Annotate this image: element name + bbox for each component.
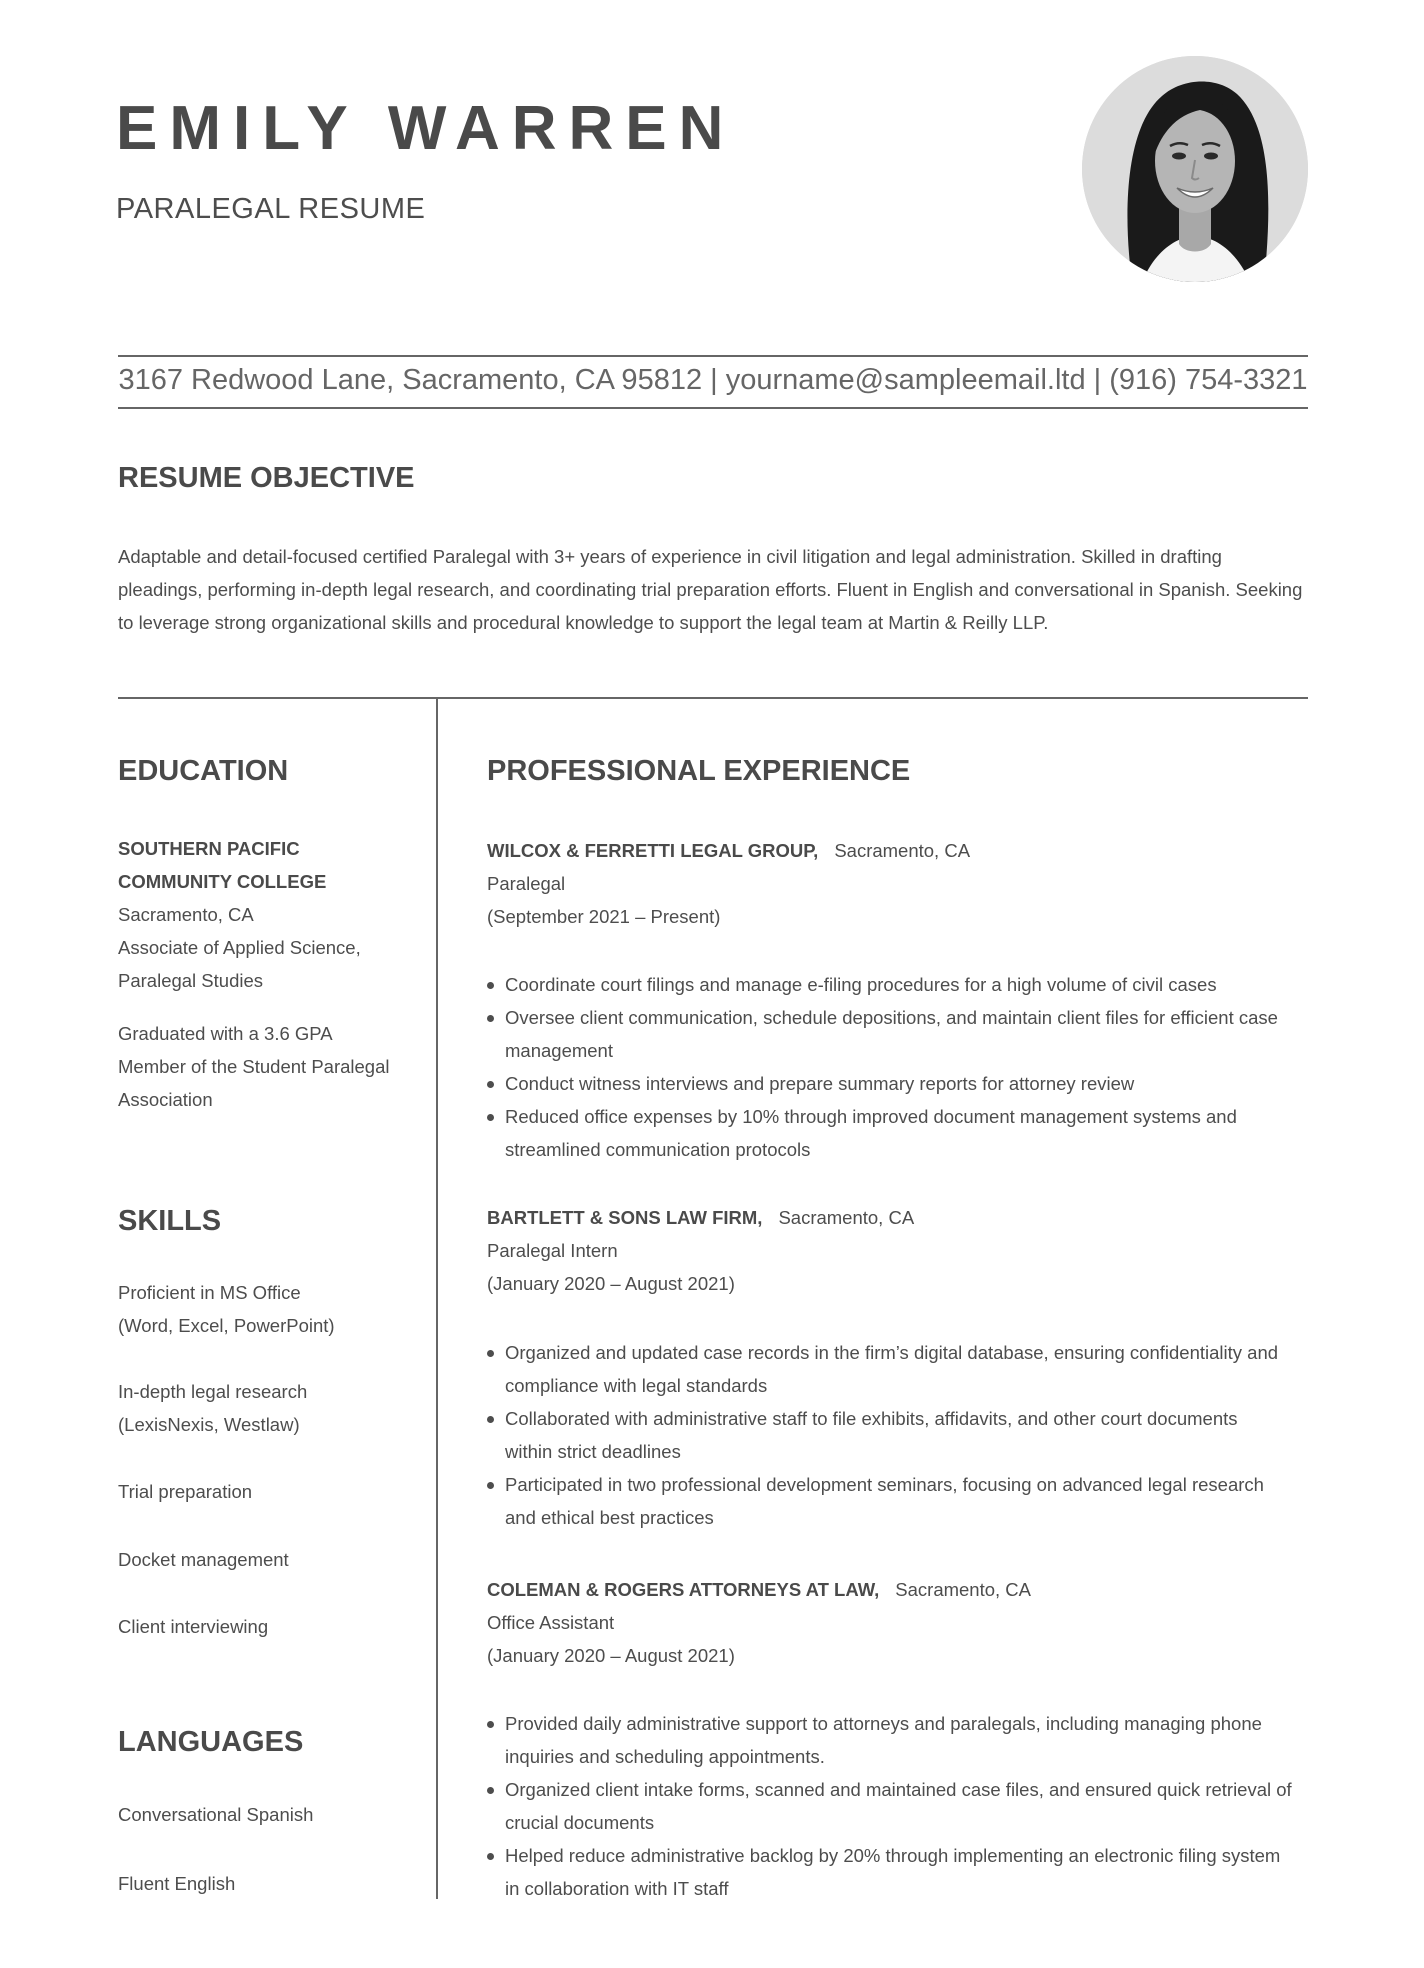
degree-line2: Paralegal Studies (118, 970, 264, 991)
job-dates: (January 2020 – August 2021) (487, 1645, 735, 1666)
education-notes (118, 1017, 418, 1116)
skill-line: In-depth legal research (118, 1381, 308, 1402)
school-name-line2: COMMUNITY COLLEGE (118, 871, 327, 892)
skill-item (118, 1276, 418, 1342)
membership-line2: Association (118, 1089, 213, 1110)
company-name: COLEMAN & ROGERS ATTORNEYS AT LAW, (487, 1579, 880, 1600)
job-role: Paralegal Intern (487, 1240, 618, 1261)
job-entry (487, 1201, 1307, 1300)
job-bullets (487, 1707, 1309, 1905)
bullet-item: Helped reduce administrative backlog by 20% through implementing an electronic filing system in collaboration with IT staff (487, 1839, 1309, 1905)
language-item: Conversational Spanish (118, 1804, 314, 1825)
education-heading: EDUCATION (118, 755, 289, 787)
languages-heading: LANGUAGES (118, 1726, 304, 1758)
education-entry (118, 832, 418, 997)
job-dates: (September 2021 – Present) (487, 906, 721, 927)
company-name: BARTLETT & SONS LAW FIRM, (487, 1207, 763, 1228)
contact-divider-bottom (118, 407, 1308, 409)
skill-item (118, 1375, 418, 1441)
gpa-note: Graduated with a 3.6 GPA (118, 1023, 333, 1044)
job-role: Paralegal (487, 873, 566, 894)
contact-info: 3167 Redwood Lane, Sacramento, CA 95812 | yourname@sampleemail.ltd | (916) 754-3321 (118, 364, 1308, 396)
skill-line: (LexisNexis, Westlaw) (118, 1414, 300, 1435)
bullet-item: Conduct witness interviews and prepare summary reports for attorney review (487, 1067, 1309, 1100)
job-location: Sacramento, CA (778, 1207, 915, 1228)
job-entry (487, 1573, 1307, 1672)
objective-heading: RESUME OBJECTIVE (118, 462, 415, 494)
skill-line: Docket management (118, 1549, 289, 1570)
school-name-line1: SOUTHERN PACIFIC (118, 838, 300, 859)
skill-line: Proficient in MS Office (118, 1282, 301, 1303)
bullet-item: Participated in two professional development seminars, focusing on advanced legal research and ethical best practices (487, 1468, 1309, 1534)
job-bullets (487, 968, 1309, 1166)
contact-divider-top (118, 355, 1308, 357)
bullet-item: Coordinate court filings and manage e-filing procedures for a high volume of civil cases (487, 968, 1309, 1001)
bullet-item: Provided daily administrative support to attorneys and paralegals, including managing phone inquiries and scheduling appointments. (487, 1707, 1309, 1773)
job-entry (487, 834, 1307, 933)
bullet-item: Organized client intake forms, scanned and maintained case files, and ensured quick retrieval of crucial documents (487, 1773, 1309, 1839)
portrait-image (1082, 56, 1308, 282)
profile-photo (1082, 56, 1308, 282)
column-divider-vertical (436, 697, 438, 1899)
skill-item (118, 1543, 418, 1576)
bullet-item: Reduced office expenses by 10% through improved document management systems and streamlined communication protocols (487, 1100, 1309, 1166)
job-bullets (487, 1336, 1309, 1534)
skill-line: Client interviewing (118, 1616, 269, 1637)
skills-heading: SKILLS (118, 1205, 222, 1237)
company-name: WILCOX & FERRETTI LEGAL GROUP, (487, 840, 819, 861)
job-location: Sacramento, CA (834, 840, 971, 861)
skill-item (118, 1475, 418, 1508)
job-role: Office Assistant (487, 1612, 615, 1633)
bullet-item: Oversee client communication, schedule depositions, and maintain client files for efficient case management (487, 1001, 1309, 1067)
skill-line: Trial preparation (118, 1481, 253, 1502)
section-divider-horizontal (118, 697, 1308, 699)
objective-text: Adaptable and detail-focused certified Paralegal with 3+ years of experience in civil litigation and legal administration. Skilled in drafting pleadings, performing in-depth legal research, and coordinating trial preparation efforts. Fluent in English and conversational in Spanish. Seeking to leverage strong organizational skills and procedural knowledge to support the legal team at Martin & Reilly LLP. (118, 546, 1303, 633)
bullet-item: Organized and updated case records in the firm’s digital database, ensuring confidentiality and compliance with legal standards (487, 1336, 1309, 1402)
resume-subtitle: PARALEGAL RESUME (116, 193, 426, 225)
candidate-name: EMILY WARREN (116, 94, 736, 163)
job-dates: (January 2020 – August 2021) (487, 1273, 735, 1294)
skill-line: (Word, Excel, PowerPoint) (118, 1315, 335, 1336)
experience-heading: PROFESSIONAL EXPERIENCE (487, 755, 911, 787)
skill-item (118, 1610, 418, 1643)
membership-line1: Member of the Student Paralegal (118, 1056, 390, 1077)
job-location: Sacramento, CA (895, 1579, 1032, 1600)
degree-line1: Associate of Applied Science, (118, 937, 361, 958)
school-location: Sacramento, CA (118, 904, 254, 925)
language-item: Fluent English (118, 1873, 236, 1894)
bullet-item: Collaborated with administrative staff to file exhibits, affidavits, and other court documents within strict deadlines (487, 1402, 1309, 1468)
